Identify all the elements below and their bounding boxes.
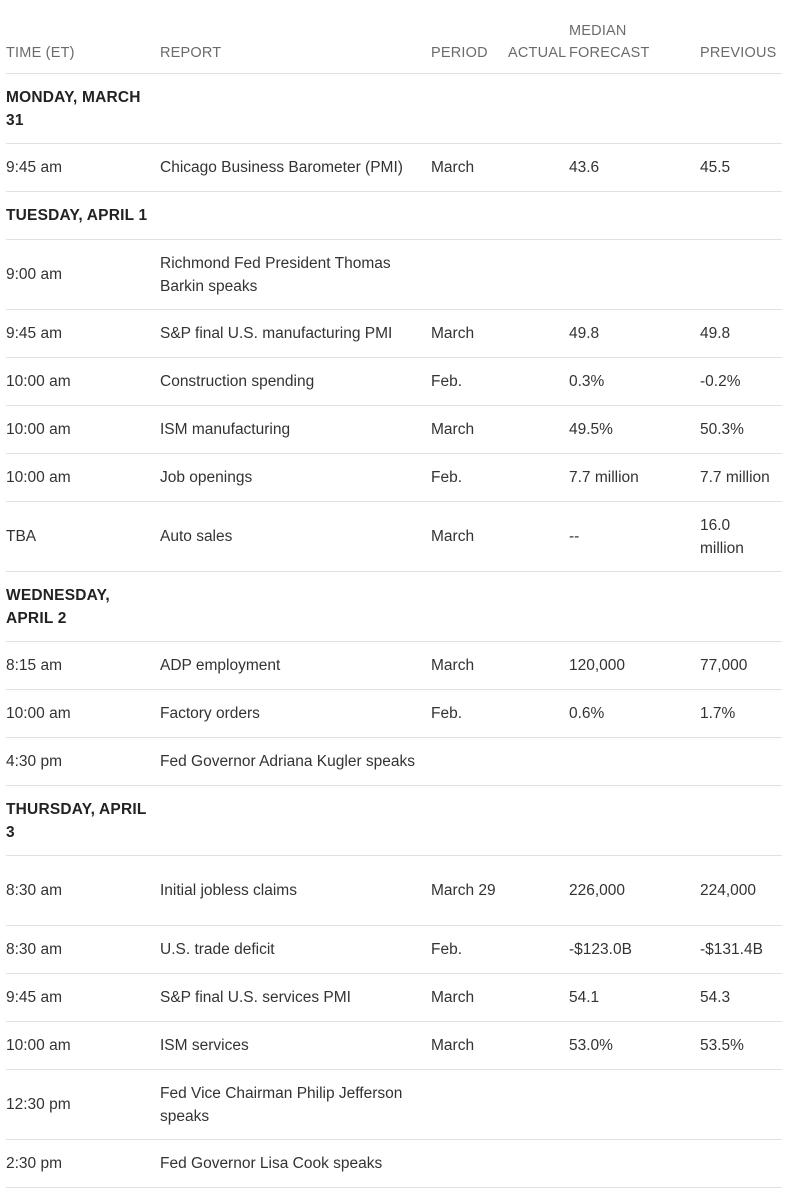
- table-row: [6, 856, 782, 926]
- report-cell: Auto sales: [160, 502, 431, 572]
- previous-cell: 224,000: [700, 856, 782, 926]
- table-row: [6, 1022, 782, 1070]
- forecast-cell: [569, 738, 700, 786]
- period-cell: March 29: [431, 856, 502, 926]
- day-label: MONDAY, MARCH 31: [6, 88, 141, 129]
- day-label: WEDNESDAY, APRIL 2: [6, 586, 110, 627]
- time-cell: 8:30 am: [6, 926, 160, 974]
- previous-cell: [700, 240, 782, 310]
- period-cell: March: [431, 310, 502, 358]
- period-cell: Feb.: [431, 926, 502, 974]
- table-row: [6, 642, 782, 690]
- period-cell: March: [431, 406, 502, 454]
- forecast-cell: -$123.0B: [569, 926, 700, 974]
- previous-cell: [700, 1070, 782, 1140]
- previous-cell: 53.5%: [700, 1022, 782, 1070]
- time-cell: 12:30 pm: [6, 1070, 160, 1140]
- time-cell: 10:00 am: [6, 358, 160, 406]
- previous-cell: 16.0 million: [700, 502, 782, 572]
- period-cell: [431, 240, 502, 310]
- report-cell: ISM manufacturing: [160, 406, 431, 454]
- actual-cell: [502, 454, 569, 502]
- forecast-cell: 120,000: [569, 642, 700, 690]
- forecast-cell: 54.1: [569, 974, 700, 1022]
- time-cell: TBA: [6, 502, 160, 572]
- time-cell: 10:00 am: [6, 454, 160, 502]
- table-row: [6, 974, 782, 1022]
- header-actual: ACTUAL: [502, 0, 569, 74]
- period-cell: March: [431, 974, 502, 1022]
- header-forecast: MEDIAN FORECAST: [569, 0, 700, 74]
- report-cell: Fed Vice Chairman Philip Jefferson speaks: [160, 1070, 431, 1140]
- forecast-cell: [569, 1140, 700, 1188]
- forecast-cell: 7.7 million: [569, 454, 700, 502]
- table-row: [6, 406, 782, 454]
- table-row: [6, 358, 782, 406]
- table-row: [6, 310, 782, 358]
- day-header-row: [6, 572, 782, 642]
- economic-calendar-table: [6, 0, 782, 1188]
- previous-cell: 77,000: [700, 642, 782, 690]
- actual-cell: [502, 690, 569, 738]
- actual-cell: [502, 926, 569, 974]
- actual-cell: [502, 1070, 569, 1140]
- period-cell: March: [431, 642, 502, 690]
- period-cell: Feb.: [431, 690, 502, 738]
- report-cell: Fed Governor Adriana Kugler speaks: [160, 738, 569, 786]
- time-cell: 9:45 am: [6, 144, 160, 192]
- previous-cell: 50.3%: [700, 406, 782, 454]
- forecast-cell: [569, 240, 700, 310]
- report-cell: Job openings: [160, 454, 431, 502]
- forecast-cell: 226,000: [569, 856, 700, 926]
- table-header-row: [6, 0, 782, 74]
- report-cell: Richmond Fed President Thomas Barkin speaks: [160, 240, 431, 310]
- table-row: [6, 144, 782, 192]
- table-row: [6, 502, 782, 572]
- table-row: [6, 738, 782, 786]
- time-cell: 10:00 am: [6, 406, 160, 454]
- table-row: [6, 454, 782, 502]
- actual-cell: [502, 310, 569, 358]
- time-cell: 8:30 am: [6, 856, 160, 926]
- period-cell: Feb.: [431, 454, 502, 502]
- previous-cell: [700, 738, 782, 786]
- actual-cell: [502, 502, 569, 572]
- report-cell: U.S. trade deficit: [160, 926, 431, 974]
- day-header-row: [6, 786, 782, 856]
- report-cell: S&P final U.S. services PMI: [160, 974, 431, 1022]
- previous-cell: 49.8: [700, 310, 782, 358]
- report-cell: ADP employment: [160, 642, 431, 690]
- actual-cell: [502, 974, 569, 1022]
- time-cell: 9:45 am: [6, 974, 160, 1022]
- report-cell: Initial jobless claims: [160, 856, 431, 926]
- period-cell: March: [431, 502, 502, 572]
- previous-cell: 45.5: [700, 144, 782, 192]
- day-header-row: [6, 192, 782, 240]
- table-row: [6, 1140, 782, 1188]
- actual-cell: [502, 144, 569, 192]
- time-cell: 8:15 am: [6, 642, 160, 690]
- period-cell: March: [431, 1022, 502, 1070]
- time-cell: 10:00 am: [6, 690, 160, 738]
- forecast-cell: 43.6: [569, 144, 700, 192]
- forecast-cell: 0.3%: [569, 358, 700, 406]
- table-row: [6, 926, 782, 974]
- day-label: THURSDAY, APRIL 3: [6, 800, 147, 841]
- day-header-row: [6, 74, 782, 144]
- previous-cell: 1.7%: [700, 690, 782, 738]
- actual-cell: [502, 642, 569, 690]
- period-cell: March: [431, 144, 502, 192]
- header-period: PERIOD: [431, 0, 502, 74]
- forecast-cell: 49.5%: [569, 406, 700, 454]
- actual-cell: [502, 240, 569, 310]
- report-cell: Factory orders: [160, 690, 431, 738]
- period-cell: [431, 1070, 502, 1140]
- time-cell: 4:30 pm: [6, 738, 160, 786]
- actual-cell: [502, 1022, 569, 1070]
- forecast-cell: 49.8: [569, 310, 700, 358]
- header-report: REPORT: [160, 0, 431, 74]
- report-cell: S&P final U.S. manufacturing PMI: [160, 310, 431, 358]
- period-cell: Feb.: [431, 358, 502, 406]
- previous-cell: 54.3: [700, 974, 782, 1022]
- actual-cell: [502, 358, 569, 406]
- previous-cell: -$131.4B: [700, 926, 782, 974]
- forecast-cell: --: [569, 502, 700, 572]
- forecast-cell: [569, 1070, 700, 1140]
- previous-cell: [700, 1140, 782, 1188]
- report-cell: ISM services: [160, 1022, 431, 1070]
- economic-calendar: [6, 0, 782, 1188]
- header-time: TIME (ET): [6, 0, 160, 74]
- time-cell: 9:45 am: [6, 310, 160, 358]
- report-cell: Construction spending: [160, 358, 431, 406]
- previous-cell: 7.7 million: [700, 454, 782, 502]
- time-cell: 9:00 am: [6, 240, 160, 310]
- actual-cell: [502, 406, 569, 454]
- table-row: [6, 690, 782, 738]
- report-cell: Chicago Business Barometer (PMI): [160, 144, 431, 192]
- time-cell: 2:30 pm: [6, 1140, 160, 1188]
- forecast-cell: 53.0%: [569, 1022, 700, 1070]
- actual-cell: [502, 856, 569, 926]
- header-previous: PREVIOUS: [700, 0, 782, 74]
- day-label: TUESDAY, APRIL 1: [6, 207, 148, 224]
- report-cell: Fed Governor Lisa Cook speaks: [160, 1140, 569, 1188]
- time-cell: 10:00 am: [6, 1022, 160, 1070]
- table-body: [6, 74, 782, 1188]
- previous-cell: -0.2%: [700, 358, 782, 406]
- table-row: [6, 1070, 782, 1140]
- forecast-cell: 0.6%: [569, 690, 700, 738]
- table-row: [6, 240, 782, 310]
